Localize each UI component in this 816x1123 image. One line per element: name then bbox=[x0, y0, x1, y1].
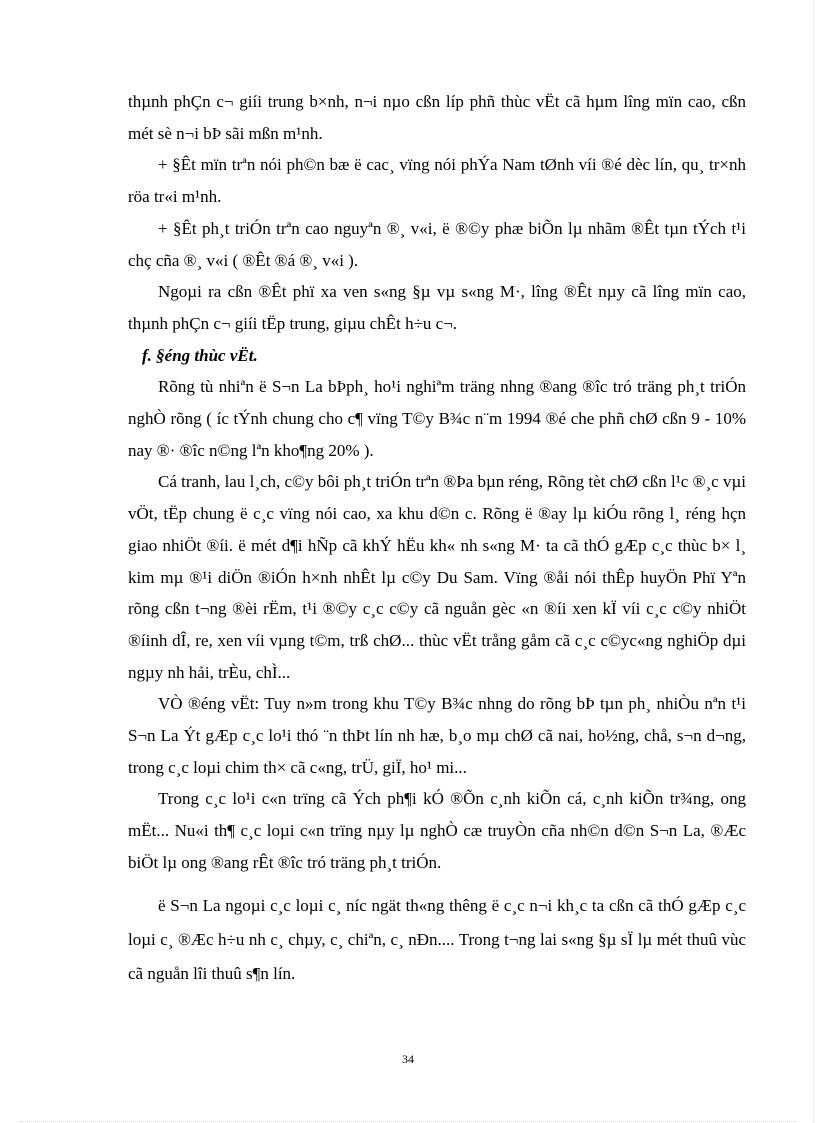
paragraph-animals: VÒ ®éng vËt: Tuy n»m trong khu T©y B¾c nhng do rõng bÞ tµn ph¸ nhiÒu nªn t¹i S¬n La Ýt gÆp c¸c lo¹i thó ¨n thÞt lín nh hæ, b¸o mµ chØ cã nai, ho½ng, chå, s¬n d¬ng, trong c¸c loµi chim th× cã c«ng, trÜ, giÏ, ho¹ mi... bbox=[128, 694, 746, 777]
paragraph-fish: ë S¬n La ngoµi c¸c loµi c¸ níc ngät th«ng thêng ë c¸c n¬i kh¸c ta cßn cã thÓ gÆp c¸c loµi c¸ ®Æc h÷u nh c¸ chµy, c¸ chiªn, c¸ nÐn.... Trong t¬ng lai s«ng §µ sÏ lµ mét thuû vùc cã nguån lîi thuû s¶n lín. bbox=[128, 895, 746, 983]
paragraph-alluvial-soil: Ngoµi ra cßn ®Êt phï xa ven s«ng §µ vµ s«ng M·, lîng ®Êt nµy cã lîng mïn cao, thµnh phÇn c¬ giíi tËp trung, giµu chÊt h÷u c¬. bbox=[128, 282, 746, 333]
paragraph-mountain-soil: + §Êt mïn trªn nói ph©n bæ ë cac¸ vïng nói phÝa Nam tØnh víi ®é dèc lín, qu¸ tr×nh röa tr«i m¹nh. bbox=[128, 155, 746, 207]
page-number: 34 bbox=[402, 1052, 414, 1066]
section-heading-flora-fauna: f. §éng thùc vËt. bbox=[142, 345, 258, 365]
footer-divider bbox=[20, 1121, 796, 1122]
paragraph-limestone-soil: + §Êt ph¸t triÓn trªn cao nguyªn ®¸ v«i, ë ®©y phæ biÕn lµ nhãm ®Êt tµn tÝch t¹i chç cña ®¸ v«i ( ®Êt ®á ®¸ v«i ). bbox=[128, 218, 746, 270]
paragraph-soil-composition: thµnh phÇn c¬ giíi trung b×nh, n¬i nµo cßn líp phñ thùc vËt cã hµm lîng mïn cao, cßn mét sè n¬i bÞ sãi mßn m¹nh. bbox=[128, 92, 746, 143]
body-text bbox=[128, 86, 746, 991]
margin-divider bbox=[813, 0, 814, 1123]
paragraph-insects: Trong c¸c lo¹i c«n trïng cã Ých ph¶i kÓ ®Õn c¸nh kiÕn cá, c¸nh kiÕn tr¾ng, ong mËt... Nu«i th¶ c¸c loµi c«n trïng nµy lµ nghÒ cæ truyÒn cña nh©n d©n S¬n La, ®Æc biÖt lµ ong ®ang rÊt ®îc tró träng ph¸t triÓn. bbox=[128, 789, 746, 872]
paragraph-vegetation: Cá tranh, lau l¸ch, c©y bôi ph¸t triÓn trªn ®Þa bµn réng, Rõng tèt chØ cßn l¹c ®¸c vµi vÖt, tËp chung ë c¸c vïng nói cao, xa khu d©n c. Rõng ë ®ay lµ kiÓu rõng l¸ réng hçn giao nhiÖt ®íi. ë mét d¶i hÑp cã khÝ hËu kh« nh s«ng M· ta cã thÓ gÆp c¸c thùc b× l¸ kim mµ ®¹i diÖn ®iÓn h×nh nhÊt lµ c©y Du Sam. Vïng ®åi nói thÊp huyÖn Phï Yªn rõng cßn t¬ng ®èi rËm, t¹i ®©y c¸c c©y cã nguån gèc «n ®íi xen kÏ víi c¸c c©y nhiÖt ®íinh dÎ, re, xen víi vµng t©m, trß chØ... thùc vËt trång gåm cã c¸c c©yc«ng nghiÖp dµi ngµy nh hải, trÈu, chÌ... bbox=[128, 472, 746, 682]
paragraph-natural-forest: Rõng tù nhiªn ë S¬n La bÞph¸ ho¹i nghiªm träng nhng ®ang ®îc tró träng ph¸t triÓn nghÒ rõng ( íc tÝnh chung cho c¶ vïng T©y B¾c n¨m 1994 ®é che phñ chØ cßn 9 - 10% nay ®· ®îc n©ng lªn kho¶ng 20% ). bbox=[128, 377, 746, 460]
